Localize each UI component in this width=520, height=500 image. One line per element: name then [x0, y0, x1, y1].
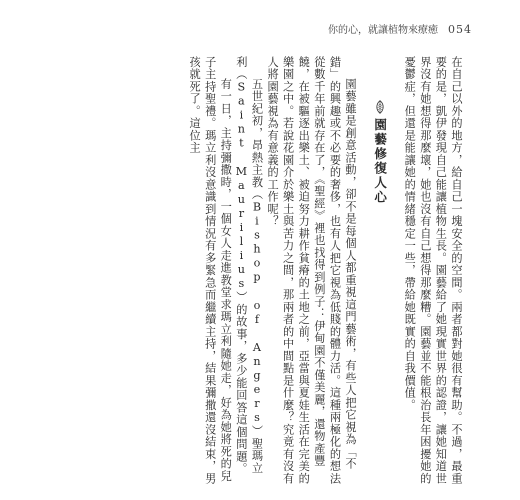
paragraph-maurilius-story: 有一日，主持彌撒時，一個女人走進教堂求瑪立利隨她走，好為她將死的兒子主持聖禮。瑪立利沒意識到情況有多緊急而繼續主持，結果彌撒還沒結束，男孩就死了。這位主	[188, 56, 233, 485]
page-number: 054	[448, 23, 472, 36]
running-head-title: 你的心，就讓植物來療癒	[328, 25, 438, 36]
section-heading	[372, 56, 388, 486]
leaf-icon	[373, 100, 387, 114]
section-heading-text: 園藝修復人心	[372, 118, 388, 205]
paragraph-gardening-art: 園藝雖是創意活動，卻不是每個人都重視這門藝術，有些人把它視為「不錯」的興趣或不必要的奢侈，也有人把它視為低賤的體力活。這種兩極化的想法從數千年前就存在了，《聖經》裡也找得到例子：伊甸園不僅美麗，還物產豐饒，在被驅逐出樂土、被迫努力耕作貧瘠的土地之前，亞當與夏娃生活在完美的樂園之中。若說花園介於樂土與苦力之間，那兩者的中間點是什麼？究竟有沒有人將園藝視為有意義的工作呢？	[266, 56, 358, 485]
paragraph-maurilius-intro: 五世紀初，昂熱主教（Bishop of Angers）聖瑪立利（Saint Maurilius）的故事，多少能回答這個問題。	[234, 56, 264, 475]
paragraph-intro: 在自己以外的地方，給自己一塊安全的空間。兩者都對她很有幫助。不過，最重要的是，凱伊發現自己能讓植物生長。園藝給了她現實世界的認證，讓她知道世界沒有她想得那麼壞，她也沒有自己想得那麼糟。園藝並不能根治長年困擾她的憂鬱症，但還是能讓她的情緒穩定一些，帶給她既實的自我價值。	[403, 56, 463, 485]
running-head	[328, 21, 472, 36]
vertical-body-text	[34, 56, 464, 486]
